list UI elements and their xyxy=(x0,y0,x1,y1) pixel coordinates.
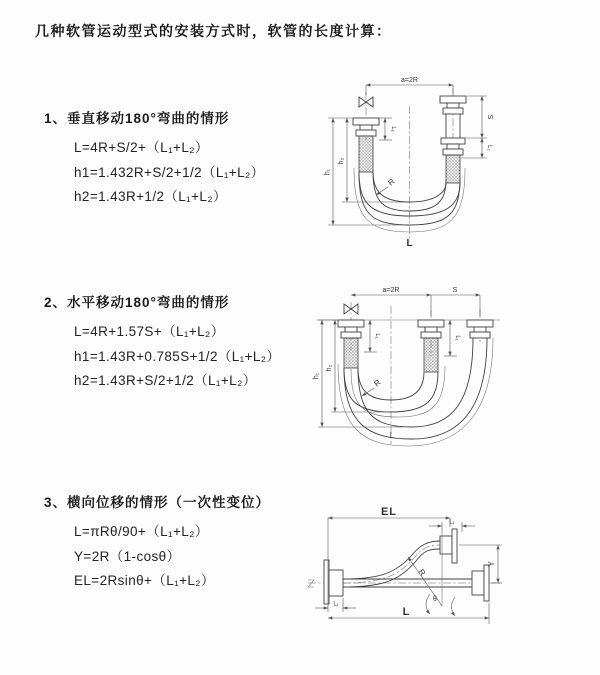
section-horizontal-180 xyxy=(44,291,280,394)
dim-label-theta: θ xyxy=(433,596,437,603)
formula-line: L=4R+S/2+（L₁+L₂） xyxy=(74,140,209,155)
flange-neck xyxy=(425,327,437,332)
diagram-vertical-180-bend xyxy=(312,68,530,258)
swing-arrow xyxy=(452,597,456,616)
flange-neck xyxy=(474,327,486,332)
braided-hose-section xyxy=(446,155,460,183)
section-vertical-180 xyxy=(44,107,265,210)
flange-neck xyxy=(447,103,459,108)
swing-arrow xyxy=(426,594,430,614)
formula-line: h1=1.432R+S/2+1/2（L₁+L₂） xyxy=(74,164,265,180)
dim-label-l1-mid: L₁ xyxy=(454,335,460,341)
dim-label-s: S xyxy=(452,287,458,294)
dim-label-el: EL xyxy=(380,506,398,518)
dim-label-a2r: a=2R xyxy=(401,77,418,84)
dim-label-a2r: a=2R xyxy=(382,287,400,294)
flange xyxy=(441,138,465,144)
hose-wall xyxy=(344,338,487,439)
hose-swing-arc xyxy=(338,338,493,446)
dim-label-l: L xyxy=(406,238,413,249)
braided-hose-section xyxy=(424,338,438,372)
flange xyxy=(418,320,444,327)
section-3-formulas xyxy=(44,520,270,594)
flange xyxy=(467,320,493,327)
flange xyxy=(470,332,490,338)
flange xyxy=(443,108,463,114)
section-1-heading: 1、垂直移动180°弯曲的情形 xyxy=(44,111,230,126)
hose-wall xyxy=(359,172,460,216)
formula-line: EL=2Rsinθ+（L₁+L₂） xyxy=(74,573,215,588)
flange-plate xyxy=(484,565,489,601)
flange-neck xyxy=(360,125,372,130)
formula-line: L=4R+1.57S+（L₁+L₂） xyxy=(74,324,225,339)
flange xyxy=(341,332,361,338)
dim-label-r: R xyxy=(416,567,428,578)
dim-label-l1-left: L₁ xyxy=(374,333,380,339)
braided-hose-section xyxy=(359,136,373,172)
page-title: 几种软管运动型式的安装方式时，软管的长度计算： xyxy=(35,23,392,39)
section-lateral-displacement xyxy=(44,491,270,594)
flange-sleeve xyxy=(472,571,484,595)
dim-label-l2: L₂ xyxy=(486,145,492,151)
dim-label-l1-top: L₁ xyxy=(449,519,455,526)
formula-line: L=πRθ/90+（L₁+L₂） xyxy=(74,524,209,539)
diagram-horizontal-180-bend xyxy=(308,278,543,450)
section-3-heading: 3、横向位移的情形（一次性变位） xyxy=(44,495,271,510)
flange xyxy=(353,118,379,125)
dim-label-r: R xyxy=(386,176,397,188)
dim-label-l: L xyxy=(402,606,410,618)
section-1-formulas xyxy=(44,136,265,210)
dim-label-h1: h₁ xyxy=(324,168,331,176)
dim-label-y: Y xyxy=(487,561,496,567)
flange xyxy=(443,149,463,155)
dim-label-h2: h₂ xyxy=(326,364,333,372)
dim-label-l: L xyxy=(389,431,395,440)
flange-neck xyxy=(345,327,357,332)
dim-label-r: R xyxy=(372,377,383,389)
flange-plate xyxy=(452,529,457,563)
flange xyxy=(421,332,441,338)
braided-hose-section xyxy=(344,338,358,368)
datum-mark xyxy=(308,580,314,587)
formula-line: Y=2R（1-cosθ） xyxy=(74,548,181,564)
diagram-lateral-displacement xyxy=(302,502,594,644)
dim-label-l1: L₁ xyxy=(390,126,396,132)
flange-sleeve xyxy=(329,570,343,596)
dim-label-h1: h₁ xyxy=(313,372,320,380)
flange-neck xyxy=(447,144,459,149)
formula-line: h2=1.43R+S/2+1/2（L₁+L₂） xyxy=(74,373,257,388)
section-2-heading: 2、水平移动180°弯曲的情形 xyxy=(44,295,230,310)
dim-label-s: S xyxy=(486,114,493,120)
hose-centerline xyxy=(343,545,440,583)
flange xyxy=(338,320,364,327)
dim-label-h2: h₂ xyxy=(338,157,345,165)
dim-label-l1-left: L₁ xyxy=(333,601,339,608)
section-2-formulas xyxy=(44,320,280,394)
formula-line: h1=1.43R+0.785S+1/2（L₁+L₂） xyxy=(74,348,281,364)
formula-line: h2=1.43R+1/2（L₁+L₂） xyxy=(74,189,227,204)
flange xyxy=(356,130,376,136)
flange xyxy=(440,96,466,103)
